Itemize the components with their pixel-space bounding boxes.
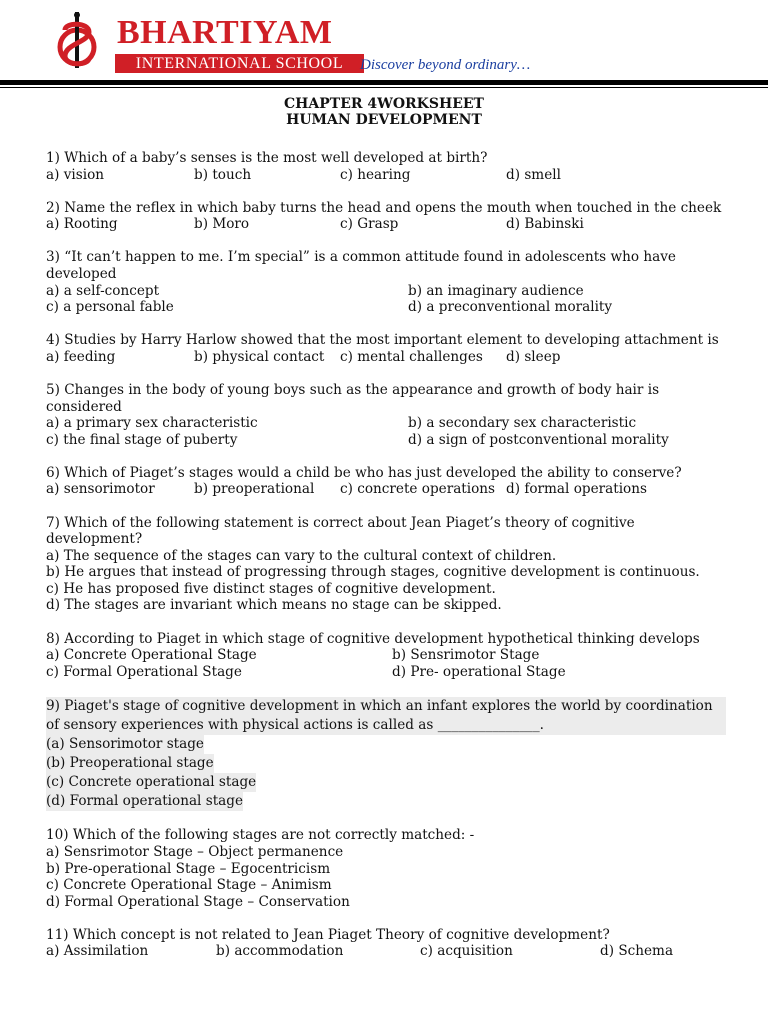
question-text: 10) Which of the following stages are not correctly matched: - bbox=[46, 827, 475, 844]
answer-option: b) Sensrimotor Stage bbox=[392, 647, 540, 664]
question-text: 9) Piaget's stage of cognitive development in which an infant explores the world by coordination of sensory experiences with physical actions is called as _______________. bbox=[46, 697, 726, 735]
answer-option: b) accommodation bbox=[216, 943, 344, 960]
options-row bbox=[46, 349, 726, 366]
answer-option: d) a preconventional morality bbox=[408, 299, 613, 316]
question-item bbox=[46, 332, 726, 365]
question-item bbox=[46, 927, 726, 960]
question-text: 2) Name the reflex in which baby turns the head and opens the mouth when touched in the cheek bbox=[46, 199, 722, 216]
answer-option: (a) Sensorimotor stage bbox=[46, 735, 204, 752]
question-text: 11) Which concept is not related to Jean Piaget Theory of cognitive development? bbox=[46, 926, 610, 943]
question-item bbox=[46, 465, 726, 498]
answer-option: b) Pre-operational Stage – Egocentricism bbox=[46, 860, 331, 877]
options-row bbox=[46, 415, 726, 432]
answer-option: d) Formal Operational Stage – Conservation bbox=[46, 893, 350, 910]
header-rule bbox=[0, 80, 768, 85]
question-item bbox=[46, 382, 726, 448]
answer-option: c) Grasp bbox=[340, 216, 399, 233]
question-text: 4) Studies by Harry Harlow showed that the most important element to developing attachment is bbox=[46, 332, 719, 349]
answer-option: d) Pre- operational Stage bbox=[392, 663, 566, 680]
subject-title: HUMAN DEVELOPMENT bbox=[286, 112, 482, 128]
answer-option: b) touch bbox=[194, 166, 252, 183]
answer-option: c) concrete operations bbox=[340, 481, 496, 498]
answer-option: a) Sensrimotor Stage – Object permanence bbox=[46, 843, 344, 860]
question-item bbox=[46, 249, 726, 315]
answer-option: b) physical contact bbox=[194, 348, 325, 365]
options-row bbox=[46, 664, 726, 681]
question-text: 1) Which of a baby’s senses is the most well developed at birth? bbox=[46, 150, 488, 166]
answer-option: d) Schema bbox=[600, 943, 674, 960]
answer-option: (b) Preoperational stage bbox=[46, 754, 214, 771]
options-row bbox=[46, 432, 726, 449]
answer-option: d) sleep bbox=[506, 348, 561, 365]
answer-option: a) Concrete Operational Stage bbox=[46, 647, 257, 664]
options-row bbox=[46, 283, 726, 300]
worksheet-title bbox=[0, 96, 768, 128]
question-item bbox=[46, 150, 726, 183]
answer-option: c) He has proposed five distinct stages of cognitive development. bbox=[46, 580, 496, 597]
answer-option: d) formal operations bbox=[506, 481, 647, 498]
options-row bbox=[46, 299, 726, 316]
question-item bbox=[46, 697, 726, 811]
answer-option: (c) Concrete operational stage bbox=[46, 773, 257, 790]
answer-option: a) feeding bbox=[46, 348, 116, 365]
school-logo-icon bbox=[52, 10, 102, 72]
options-row bbox=[46, 647, 726, 664]
answer-option: b) preoperational bbox=[194, 481, 315, 498]
answer-option: d) The stages are invariant which means no stage can be skipped. bbox=[46, 597, 502, 614]
school-tagline: Discover beyond ordinary… bbox=[360, 57, 531, 73]
answer-option: (d) Formal operational stage bbox=[46, 792, 244, 809]
question-item bbox=[46, 200, 726, 233]
header-rule-thin bbox=[0, 87, 768, 88]
page-header bbox=[0, 0, 768, 92]
answer-option: a) sensorimotor bbox=[46, 481, 155, 498]
answer-option: a) Rooting bbox=[46, 216, 118, 233]
options-row bbox=[46, 167, 726, 184]
answer-option: b) Moro bbox=[194, 216, 250, 233]
question-text: 3) “It can’t happen to me. I’m special” is a common attitude found in adolescents who have developed bbox=[46, 249, 676, 282]
answer-option: b) a secondary sex characteristic bbox=[408, 415, 637, 432]
answer-option: c) a personal fable bbox=[46, 299, 174, 316]
question-item bbox=[46, 631, 726, 681]
question-list bbox=[46, 150, 726, 977]
answer-option: a) a primary sex characteristic bbox=[46, 415, 258, 432]
chapter-title: CHAPTER 4WORKSHEET bbox=[284, 96, 484, 112]
options-row bbox=[46, 943, 726, 960]
options-row bbox=[46, 481, 726, 498]
answer-option: c) the final stage of puberty bbox=[46, 431, 238, 448]
answer-option: a) vision bbox=[46, 166, 105, 183]
answer-option: b) an imaginary audience bbox=[408, 282, 584, 299]
school-subtitle: INTERNATIONAL SCHOOL bbox=[115, 54, 364, 73]
school-name: BHARTIYAM bbox=[117, 14, 333, 51]
answer-option: d) Babinski bbox=[506, 216, 584, 233]
question-text: 8) According to Piaget in which stage of cognitive development hypothetical thinking develops bbox=[46, 630, 700, 647]
options-row bbox=[46, 216, 726, 233]
answer-option: b) He argues that instead of progressing through stages, cognitive development is continuous. bbox=[46, 564, 700, 581]
answer-option: c) mental challenges bbox=[340, 348, 483, 365]
answer-option: a) a self-concept bbox=[46, 282, 160, 299]
answer-option: c) hearing bbox=[340, 166, 411, 183]
question-text: 5) Changes in the body of young boys such as the appearance and growth of body hair is considered bbox=[46, 381, 660, 415]
answer-option: a) The sequence of the stages can vary to the cultural context of children. bbox=[46, 547, 557, 564]
question-text: 7) Which of the following statement is correct about Jean Piaget’s theory of cognitive development? bbox=[46, 514, 635, 548]
answer-option: d) a sign of postconventional morality bbox=[408, 431, 669, 448]
question-text: 6) Which of Piaget’s stages would a child be who has just developed the ability to conserve? bbox=[46, 464, 682, 481]
answer-option: a) Assimilation bbox=[46, 943, 149, 960]
answer-option: c) acquisition bbox=[420, 943, 513, 960]
question-item bbox=[46, 827, 726, 910]
question-item bbox=[46, 515, 726, 615]
answer-option: c) Formal Operational Stage bbox=[46, 663, 242, 680]
answer-option: c) Concrete Operational Stage – Animism bbox=[46, 877, 332, 894]
answer-option: d) smell bbox=[506, 166, 561, 183]
